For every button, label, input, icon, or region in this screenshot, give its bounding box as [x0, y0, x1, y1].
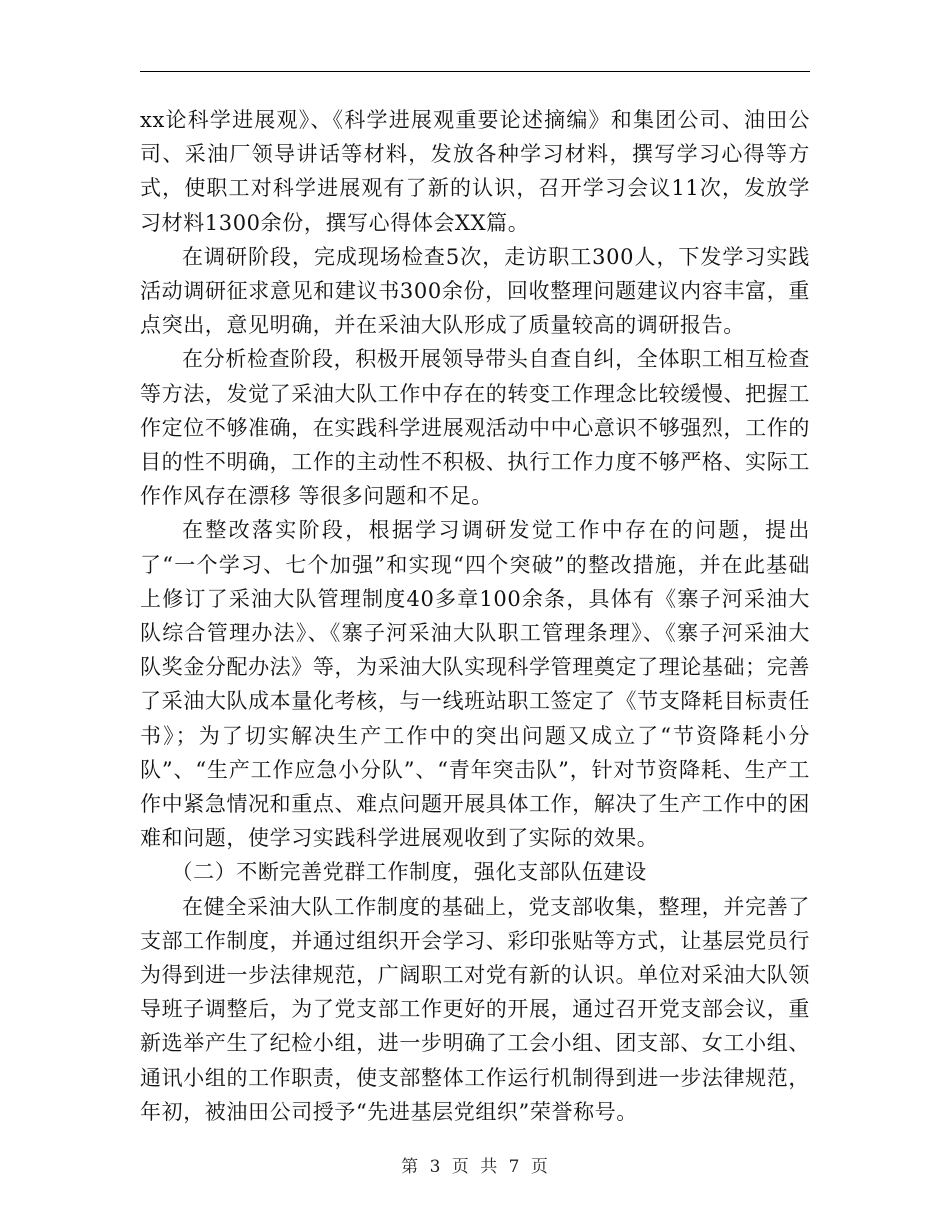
paragraph-research-stage: 在调研阶段，完成现场检查5次，走访职工300人，下发学习实践活动调研征求意见和建议书300余份，回收整理问题建议内容丰富，重点突出，意见明确，并在采油大队形成了质量较高的调研报告。 — [140, 244, 810, 338]
page-number: 第 3 页 共 7 页 — [401, 1157, 549, 1177]
paragraph-party-system: 在健全采油大队工作制度的基础上，党支部收集，整理，并完善了支部工作制度，并通过组织开会学习、彩印张贴等方式，让基层党员行为得到进一步法律规范，广阔职工对党有新的认识。单位对采油大队领导班子调整后，为了党支部工作更好的开展，通过召开党支部会议，重新选举产生了纪检小组，进一步明确了工会小组、团支部、女工小组、通讯小组的工作职责，使支部整体工作运行机制得到进一步法律规范，年初，被油田公司授予“先进基层党组织”荣誉称号。 — [140, 894, 810, 1124]
header-rule — [140, 71, 810, 72]
paragraph-rectification-stage: 在整改落实阶段，根据学习调研发觉工作中存在的问题，提出了“一个学习、七个加强”和实现“四个突破”的整改措施，并在此基础上修订了采油大队管理制度40多章100余条，具体有《寨子河采油大队综合管理办法》、《寨子河采油大队职工管理条理》、《寨子河采油大队奖金分配办法》等，为采油大队实现科学管理奠定了理论基础；完善了采油大队成本量化考核，与一线班站职工签定了《节支降耗目标责任书》；为了切实解决生产工作中的突出问题又成立了“节资降耗小分队”、“生产工作应急小分队”、“青年突击队”，针对节资降耗、生产工作中紧急情况和重点、难点问题开展具体工作，解决了生产工作中的困难和问题，使学习实践科学进展观收到了实际的效果。 — [140, 518, 810, 851]
section-heading: （二）不断完善党群工作制度，强化支部队伍建设 — [171, 860, 647, 885]
paragraph-continued: xx论科学进展观》、《科学进展观重要论述摘编》和集团公司、油田公司、采油厂领导讲话等材料，发放各种学习材料，撰写学习心得等方式，使职工对科学进展观有了新的认识，召开学习会议11次，发放学习材料1300余份，撰写心得体会XX篇。 — [140, 108, 810, 235]
body-text — [140, 103, 810, 1129]
paragraph-analysis-stage: 在分析检查阶段，积极开展领导带头自查自纠，全体职工相互检查等方法，发觉了采油大队工作中存在的转变工作理念比较缓慢、把握工作定位不够准确，在实践科学进展观活动中中心意识不够强烈，工作的目的性不明确，工作的主动性不积极、执行工作力度不够严格、实际工作作风存在漂移 等很多问题和不足。 — [140, 347, 810, 509]
